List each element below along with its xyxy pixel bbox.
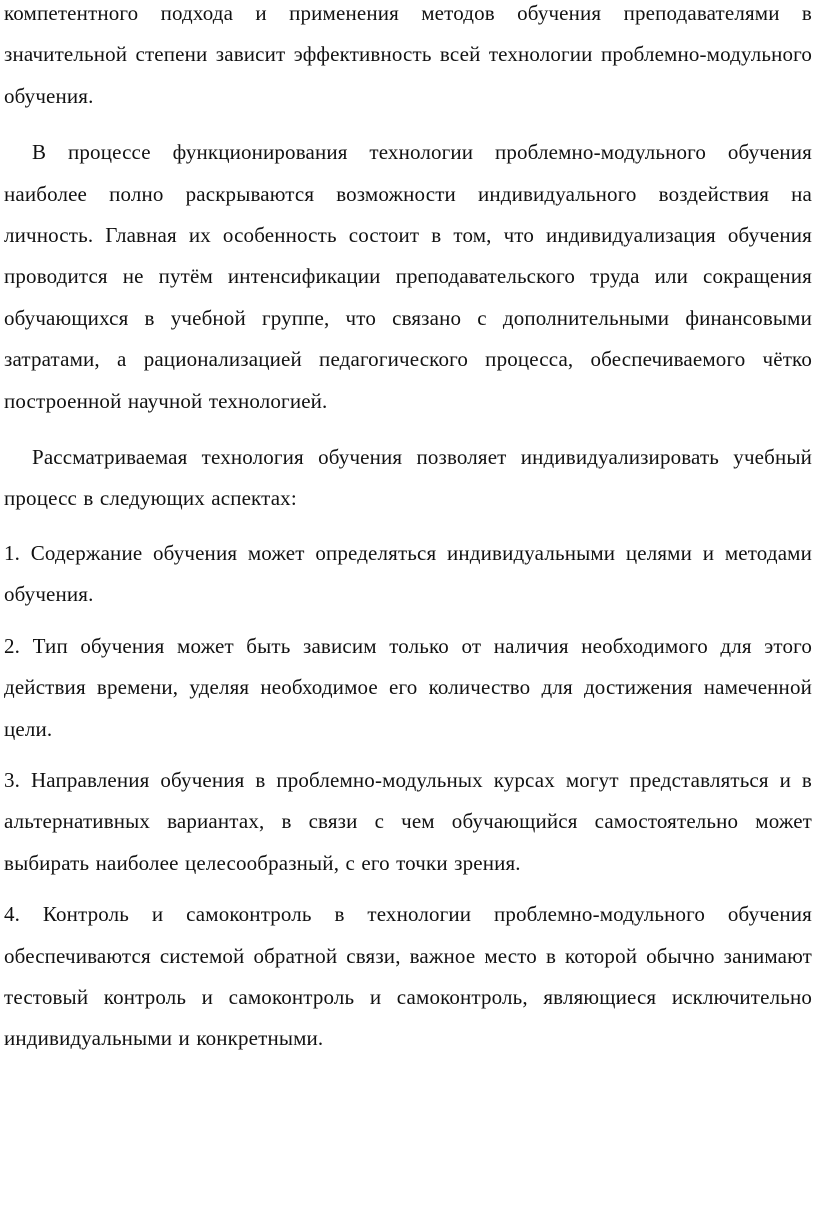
paragraph-aspects-intro: Рассматриваемая технология обучения позволяет индивидуализировать учебный процесс в следующих аспектах: [4,445,812,511]
document-page [4,0,812,1220]
list-item-2: 2. Тип обучения может быть зависим только от наличия необходимого для этого действия времени, уделяя необходимое его количество для достижения намеченной цели. [4,633,812,741]
list-item-4: 4. Контроль и самоконтроль в технологии проблемно-модульного обучения обеспечиваются системой обратной связи, важное место в которой обычно занимают тестовый контроль и самоконтроль и самоконтроль, являющиеся исключительно индивидуальными и конкретными. [4,902,812,1051]
list-item-1: 1. Содержание обучения может определяться индивидуальными целями и методами обучения. [4,540,812,607]
paragraph-continuation: компетентного подхода и применения методов обучения преподавателями в значительной степени зависит эффективность всей технологии проблемно-модульного обучения. [4,1,812,108]
paragraph-functioning: В процессе функционирования технологии проблемно-модульного обучения наиболее полно раскрываются возможности индивидуального воздействия на личность. Главная их особенность состоит в том, что индивидуализация обучения проводится не путём интенсификации преподавательского труда или сокращения обучающихся в учебной группе, что связано с дополнительными финансовыми затратами, а рационализацией педагогического процесса, обеспечиваемого чётко построенной научной технологией. [4,140,812,413]
list-item-3: 3. Направления обучения в проблемно-модульных курсах могут представляться и в альтернативных вариантах, в связи с чем обучающийся самостоятельно может выбирать наиболее целесообразный, с его точки зрения. [4,767,812,875]
